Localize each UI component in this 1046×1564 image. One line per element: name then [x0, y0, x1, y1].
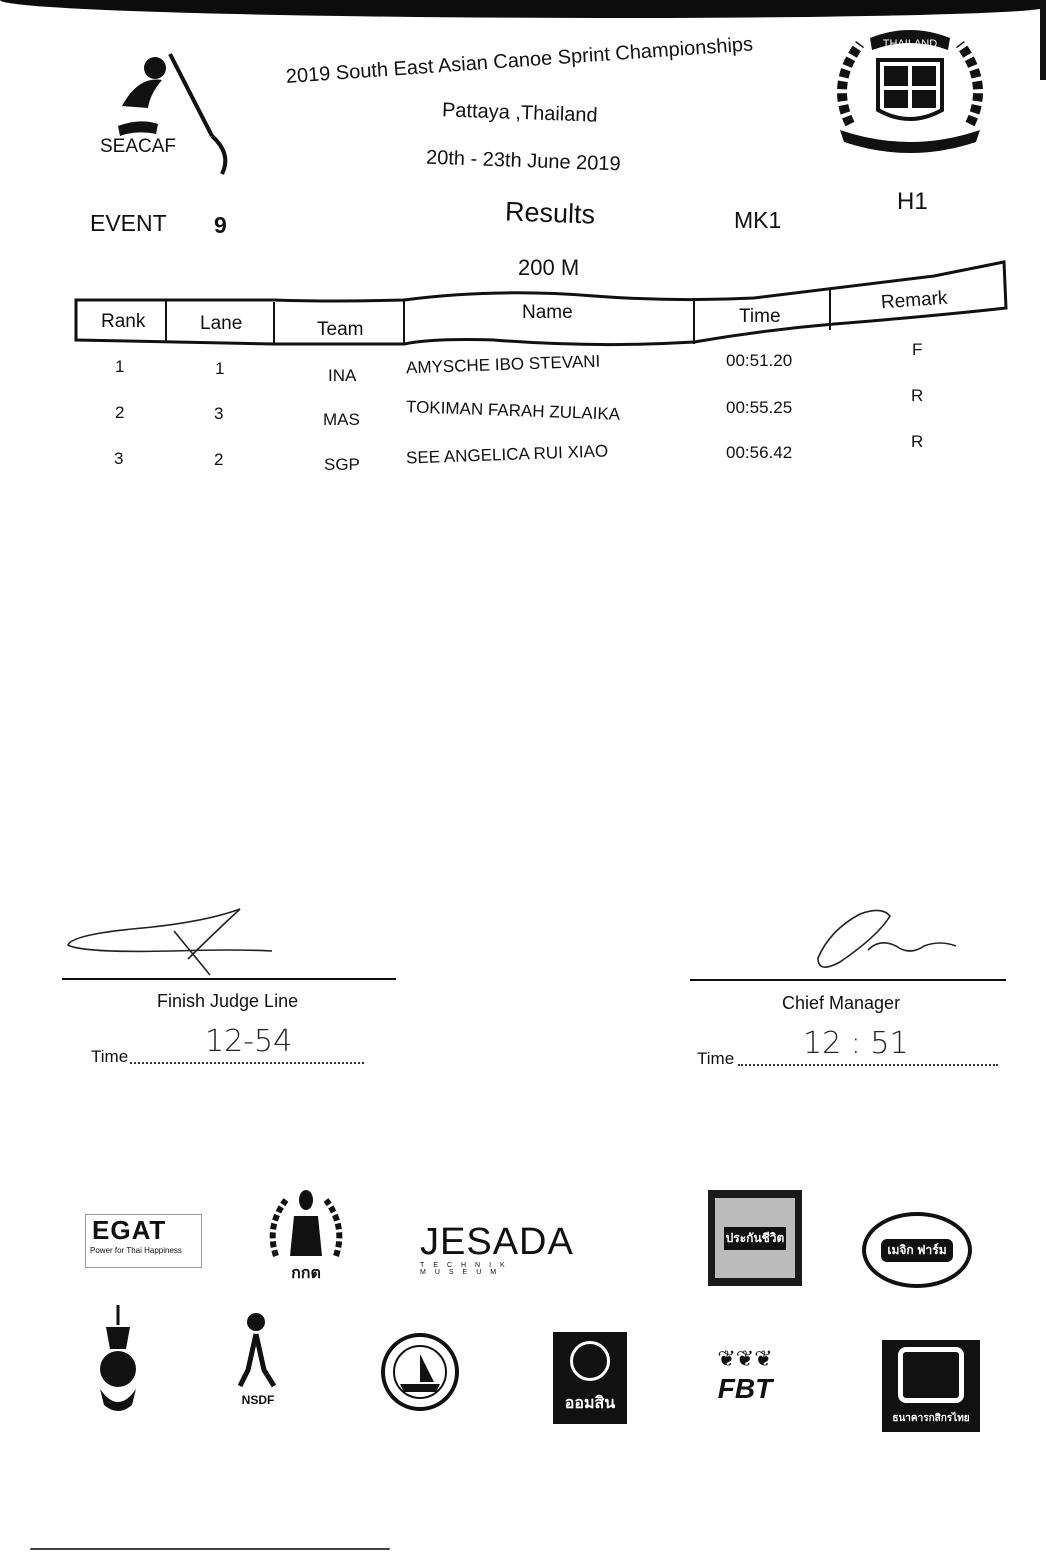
cell-time: 00:56.42 — [726, 443, 793, 462]
championship-title: 2019 South East Asian Canoe Sprint Championships — [285, 33, 754, 88]
laurel-icon: ❦❦❦ — [717, 1346, 773, 1371]
column-header-lane: Lane — [200, 313, 243, 334]
scan-right-edge — [1040, 0, 1046, 80]
finish-judge-time-label: Time — [91, 1047, 129, 1066]
cell-lane: 1 — [215, 359, 225, 378]
jesada-museum-logo — [420, 1222, 585, 1274]
jesada-subtitle: TECHNIK MUSEUM — [420, 1262, 514, 1276]
chief-manager-time-dotted-line — [738, 1064, 998, 1066]
boat-class: MK1 — [734, 207, 782, 233]
cell-lane: 3 — [214, 404, 224, 423]
column-header-team: Team — [317, 319, 364, 340]
cell-name: AMYSCHE IBO STEVANI — [405, 351, 601, 378]
kkt-logo — [266, 1186, 346, 1286]
cell-time: 00:51.20 — [726, 351, 793, 370]
cell-rank: 2 — [115, 403, 125, 422]
event-number: 9 — [214, 212, 227, 238]
chief-manager-caption: Chief Manager — [782, 993, 901, 1013]
cell-time: 00:55.25 — [726, 398, 793, 417]
magic-farm-logo — [862, 1212, 972, 1288]
results-heading: Results — [504, 196, 596, 230]
port-authority-seal — [380, 1332, 460, 1412]
seacaf-label: SEACAF — [100, 136, 177, 157]
chief-manager-time-label: Time — [697, 1049, 735, 1068]
nsdf-wordmark: NSDF — [241, 1393, 275, 1407]
heat-number: H1 — [897, 188, 928, 215]
insurance-text: ประกันชีวิต — [724, 1227, 787, 1250]
finish-judge-signature-line — [62, 978, 396, 980]
cell-rank: 3 — [114, 449, 124, 468]
cell-team: SGP — [324, 455, 360, 474]
championship-title-block — [280, 33, 800, 196]
seal-text: THAILAND — [882, 38, 938, 50]
kkt-text: กกต — [291, 1263, 321, 1282]
nsdf-logo — [220, 1310, 296, 1420]
fbt-wordmark: FBT — [717, 1373, 773, 1404]
column-header-name: Name — [522, 302, 573, 323]
event-label: EVENT — [90, 210, 167, 236]
egat-logo — [85, 1214, 202, 1268]
jesada-wordmark: JESADA — [420, 1221, 574, 1263]
column-header-remark: Remark — [880, 287, 949, 314]
venue-location: Pattaya ,Thailand — [441, 99, 599, 127]
cell-name: SEE ANGELICA RUI XIAO — [405, 441, 609, 468]
fbt-logo — [705, 1345, 785, 1417]
cell-lane: 2 — [214, 450, 224, 469]
magic-farm-text: เมจิก ฟาร์ม — [881, 1239, 952, 1262]
cell-remark: F — [912, 340, 923, 359]
gsb-text: ออมสิน — [564, 1394, 616, 1412]
insurance-logo — [708, 1190, 802, 1286]
finish-judge-time-dotted-line — [130, 1062, 364, 1064]
thailand-seal-logo — [820, 24, 1000, 154]
finish-judge-caption: Finish Judge Line — [157, 991, 299, 1011]
cell-rank: 1 — [115, 357, 125, 376]
scan-bottom-mark — [30, 1548, 390, 1550]
finish-judge-time-value: 12-54 — [205, 1024, 293, 1059]
cell-team: MAS — [323, 410, 360, 429]
navy-emblem-logo — [88, 1305, 148, 1417]
egat-wordmark: EGAT — [92, 1215, 167, 1245]
cell-remark: R — [911, 386, 924, 405]
chief-manager-time-value: 12 : 51 — [803, 1026, 909, 1061]
column-header-time: Time — [739, 306, 781, 327]
chief-manager-signature-line — [690, 979, 1006, 981]
chief-manager-signature — [800, 900, 970, 980]
cell-team: INA — [328, 366, 357, 385]
scan-top-edge — [0, 0, 1046, 18]
cell-remark: R — [911, 432, 924, 451]
finish-judge-signature — [62, 905, 292, 985]
kasikorn-text: ธนาคารกสิกรไทย — [892, 1412, 970, 1424]
gsb-bank-logo — [553, 1332, 627, 1424]
egat-tagline: Power for Thai Happiness — [90, 1246, 182, 1255]
race-distance: 200 M — [518, 255, 580, 280]
event-dates: 20th - 23th June 2019 — [425, 146, 621, 176]
column-header-rank: Rank — [101, 311, 146, 332]
kasikorn-bank-logo — [882, 1340, 980, 1432]
cell-name: TOKIMAN FARAH ZULAIKA — [405, 397, 621, 424]
